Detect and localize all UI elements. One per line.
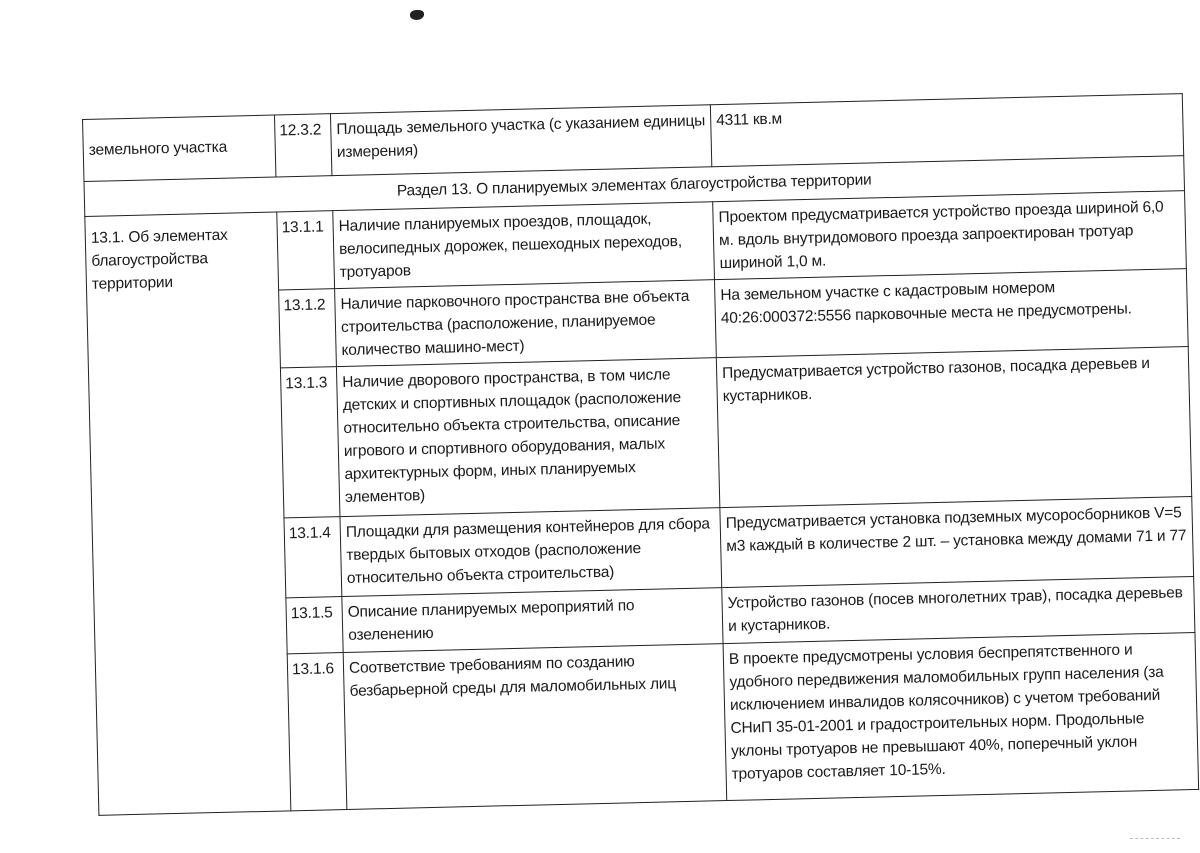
- item-number: 13.1.2: [279, 289, 337, 368]
- group-cell: земельного участка: [83, 115, 276, 182]
- group-cell: 13.1. Об элементах благоустройства территории: [85, 212, 291, 815]
- item-value: Предусматривается установка подземных мусоросборников V=5 м3 каждый в количестве 2 шт. – установка между домами 71 и 77: [720, 497, 1194, 588]
- item-name: Описание планируемых мероприятий по озеленению: [342, 588, 723, 653]
- scan-smudge: [410, 10, 424, 20]
- info-table: [82, 93, 1199, 816]
- item-name: Площадки для размещения контейнеров для сбора твердых бытовых отходов (расположение относительно объекта строительства): [340, 508, 722, 597]
- document-page: [82, 93, 1198, 816]
- section-title: Раздел 13. О планируемых элементах благоустройства территории: [84, 156, 1185, 217]
- item-number: 13.1.4: [284, 517, 342, 598]
- item-value: Проектом предусматривается устройство проезда шириной 6,0 м. вдоль внутридомового проезда запроектирован тротуар шириной 1,0 м.: [713, 191, 1187, 280]
- item-name: Соответствие требованиям по созданию безбарьерной среды для маломобильных лиц: [343, 644, 727, 810]
- item-value: Предусматривается устройство газонов, посадка деревьев и кустарников.: [716, 347, 1191, 508]
- item-value: В проекте предусмотрены условия беспрепятственного и удобного передвижения маломобильных групп населения (за исключением инвалидов колясочников) с учетом требований СНиП 35-01-2001 и градостроительных норм. Продольные уклоны тротуаров не превышают 40%, поперечный уклон тротуаров составляет 10-15%.: [723, 632, 1199, 800]
- item-number: 13.1.6: [287, 653, 347, 811]
- item-number: 12.3.2: [274, 114, 331, 177]
- item-number: 13.1.3: [280, 367, 340, 518]
- item-value: Устройство газонов (посев многолетних трав), посадка деревьев и кустарников.: [722, 576, 1195, 643]
- item-name: Наличие планируемых проездов, площадок, велосипедных дорожек, пешеходных переходов, тротуаров: [333, 202, 715, 289]
- scan-artifact: [1130, 838, 1180, 841]
- item-name: Наличие парковочного пространства вне объекта строительства (расположение, планируемое количество машино-мест): [335, 280, 717, 367]
- item-value: 4311 кв.м: [710, 94, 1183, 167]
- item-name: Площадь земельного участка (с указанием единицы измерения): [330, 105, 711, 176]
- item-number: 13.1.1: [277, 211, 335, 290]
- item-number: 13.1.5: [286, 597, 343, 654]
- item-name: Наличие дворового пространства, в том числе детских и спортивных площадок (расположение относительно объекта строительства, описание игрового и спортивного оборудования, малых архитектурных форм, иных планируемых элементов): [336, 358, 719, 517]
- item-value: На земельном участке с кадастровым номером 40:26:000372:5556 парковочные места не предусмотрены.: [714, 269, 1188, 358]
